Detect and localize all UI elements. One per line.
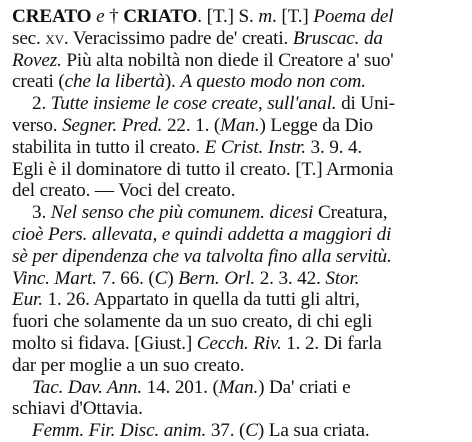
italic-text: Nel senso che più comunem. dicesi <box>50 202 314 224</box>
text-line <box>12 115 462 137</box>
text-line <box>12 268 462 290</box>
text-line <box>12 420 462 442</box>
roman-text: ) Da' criati e <box>258 376 351 398</box>
italic-text: Man. <box>220 114 260 136</box>
italic-text: C <box>245 420 258 442</box>
roman-text: 7. 66. ( <box>96 267 155 289</box>
italic-text: Vinc. Mart. <box>12 267 97 289</box>
roman-text: ) Legge da Dio <box>259 114 373 136</box>
text-line <box>12 28 462 50</box>
text-line <box>12 50 462 72</box>
text-line <box>12 202 462 224</box>
roman-text: schiavi d'Ottavia. <box>12 398 143 420</box>
text-line <box>12 333 462 355</box>
italic-text: sè per dipendenza che va talvolta fino alla servitù. <box>12 245 392 267</box>
roman-text: Creatura, <box>313 202 388 224</box>
text-line <box>12 224 462 246</box>
roman-text: 3. <box>32 202 51 224</box>
italic-text: Eur. <box>12 289 43 311</box>
roman-text: 1. 26. Appartato in quella da tutti gli altri, <box>42 289 360 311</box>
text-line <box>12 180 462 202</box>
italic-text: Tac. Dav. Ann. <box>32 376 143 398</box>
italic-text: Femm. Fir. Disc. anim. <box>32 420 207 442</box>
italic-text: e <box>96 6 105 27</box>
italic-text: Stor. <box>325 267 360 289</box>
italic-text: m <box>258 6 273 27</box>
text-line <box>12 71 462 93</box>
roman-text: . [T.] <box>272 6 314 27</box>
roman-text: ) <box>167 267 179 289</box>
roman-text: dar per moglie a un suo creato. <box>12 354 245 376</box>
roman-text: stabilita in tutto il creato. <box>12 136 205 158</box>
roman-text: 37. ( <box>206 420 246 442</box>
text-line <box>12 377 462 399</box>
roman-text: fuori che solamente da un suo creato, di chi egli <box>12 311 373 333</box>
roman-text: creati ( <box>12 71 65 93</box>
italic-text: Segner. Pred. <box>62 114 163 136</box>
headword: CRIATO <box>123 6 198 27</box>
roman-text: 14. 201. ( <box>142 376 219 398</box>
italic-text: che la libertà <box>64 71 165 93</box>
roman-text: 2. 3. 42. <box>255 267 326 289</box>
italic-text: Bern. Orl. <box>178 267 256 289</box>
roman-text: † <box>104 6 124 27</box>
text-line <box>12 311 462 333</box>
text-line <box>12 137 462 159</box>
roman-text: . Veracissimo padre de' creati. <box>63 27 293 49</box>
roman-text: 3. 9. 4. <box>305 136 363 158</box>
headword: CREATO <box>12 6 92 27</box>
text-line <box>12 246 462 268</box>
text-line <box>12 159 462 181</box>
italic-text: Rovez. <box>12 49 62 71</box>
small-caps-text: xv <box>45 27 64 49</box>
italic-text: Tutte insieme le cose create, sull'anal. <box>50 93 337 115</box>
roman-text: sec. <box>12 27 46 49</box>
roman-text: ) La sua criata. <box>257 420 370 442</box>
roman-text: 1. 2. Di farla <box>281 332 382 354</box>
roman-text: 2. <box>32 93 51 115</box>
roman-text: 22. 1. ( <box>162 114 221 136</box>
italic-text: E Crist. Instr. <box>204 136 306 158</box>
roman-text: . [T.] S. <box>197 6 259 27</box>
italic-text: cioè Pers. allevata, e quindi addetta a maggiori di <box>12 223 392 245</box>
roman-text: verso. <box>12 114 63 136</box>
italic-text: Man. <box>218 376 259 398</box>
italic-text: C <box>154 267 168 289</box>
italic-text: A questo modo non com. <box>180 71 366 93</box>
italic-text: Poema del <box>313 6 394 27</box>
roman-text: Più alta nobiltà non diede il Creatore a' suo' <box>61 49 394 71</box>
roman-text: ). <box>164 71 181 93</box>
italic-text: Bruscac. da <box>292 27 383 49</box>
text-line <box>12 93 462 115</box>
text-line <box>12 6 462 28</box>
roman-text: Egli è il dominatore di tutto il creato. [T.] Armonia <box>12 158 394 180</box>
text-line <box>12 355 462 377</box>
roman-text: di Uni- <box>336 93 395 115</box>
roman-text: del creato. — Voci del creato. <box>12 180 236 202</box>
text-line <box>12 398 462 420</box>
text-line <box>12 289 462 311</box>
italic-text: Cecch. Riv. <box>196 332 282 354</box>
roman-text: molto si fidava. [Giust.] <box>12 332 197 354</box>
